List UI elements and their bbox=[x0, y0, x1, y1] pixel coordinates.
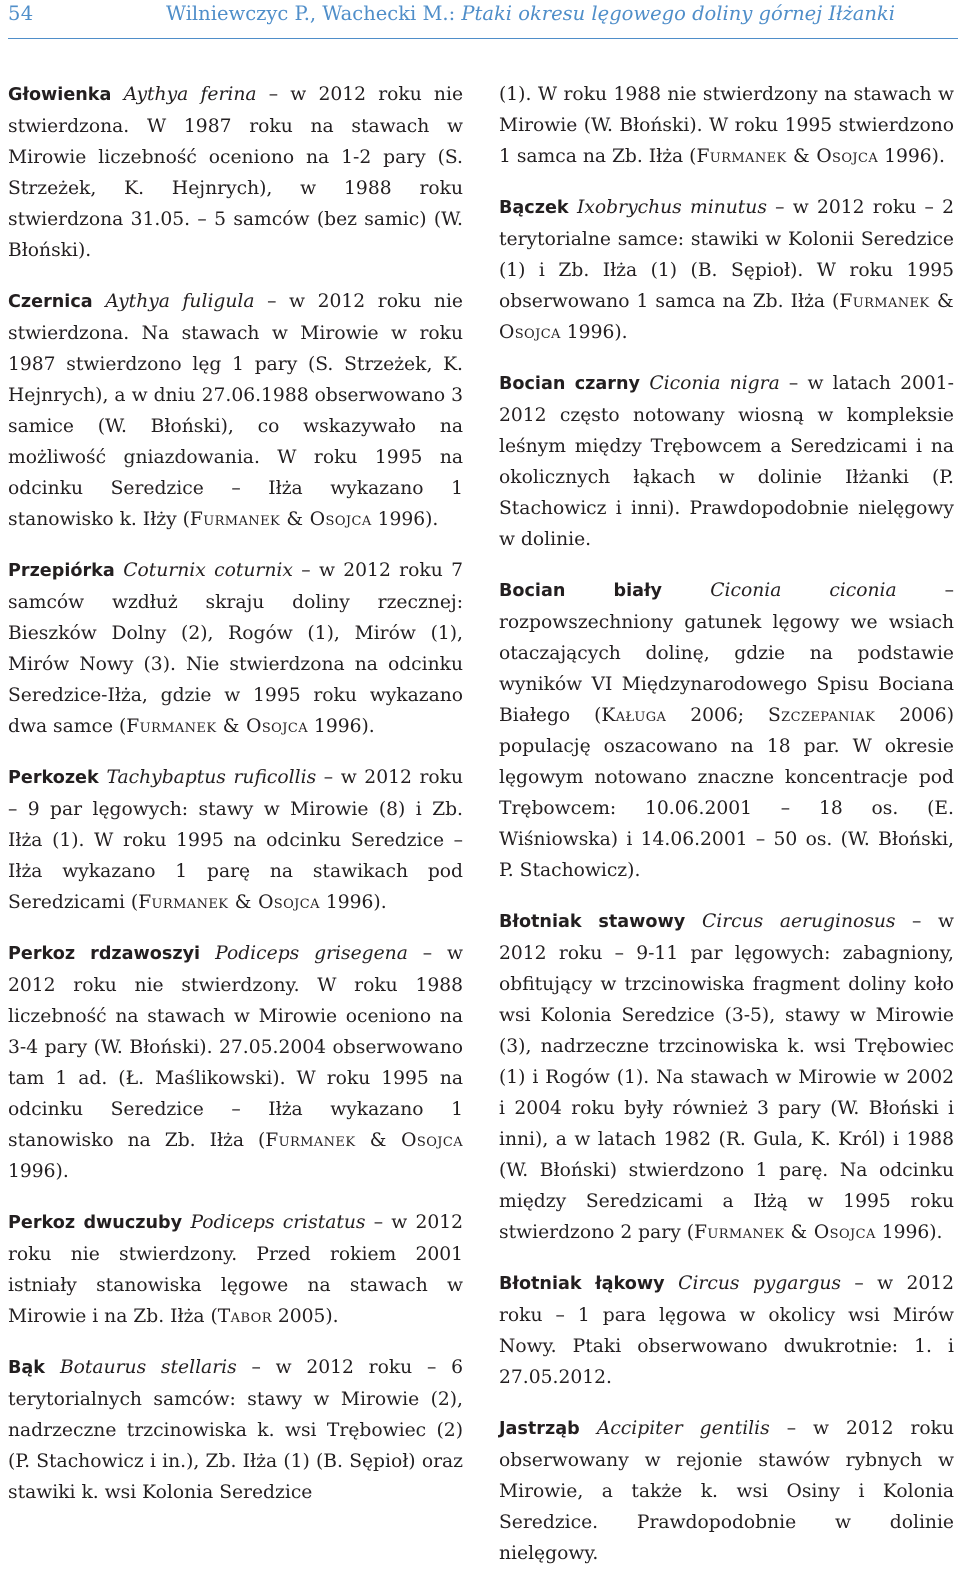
running-title-authors: Wilniewczyc P., Wachecki M.: bbox=[166, 2, 462, 25]
species-latin-name: Coturnix coturnix bbox=[123, 560, 293, 581]
entry-text: – w 2012 roku – 1 para lęgowa w okolicy wsi Mirów Nowy. Ptaki obserwowano dwukrotnie: 1. i 27.05.2012. bbox=[499, 1273, 954, 1388]
page-number: 54 bbox=[8, 2, 34, 25]
citation-author: Furmanek & Osojca bbox=[696, 146, 879, 167]
species-entry bbox=[499, 79, 954, 172]
species-latin-name: Podiceps grisegena bbox=[215, 943, 408, 964]
species-latin-name: Tachybaptus ruficollis bbox=[106, 767, 317, 788]
species-latin-name: Botaurus stellaris bbox=[59, 1357, 237, 1378]
species-latin-name: Circus pygargus bbox=[678, 1273, 841, 1294]
species-name: Przepiórka bbox=[8, 561, 124, 581]
species-name: Błotniak łąkowy bbox=[499, 1274, 679, 1294]
species-name: Czernica bbox=[8, 292, 106, 312]
citation-author: Furmanek & Osojca bbox=[499, 291, 955, 343]
species-name: Bączek bbox=[499, 198, 578, 218]
species-entry bbox=[8, 1352, 463, 1508]
entry-text: 1996). bbox=[560, 322, 628, 343]
entry-text: – w 2012 roku – 6 terytorialnych samców: stawy w Mirowie (2), nadrzeczne trzcinowiska k. wsi Trębowiec (2) (P. Stachowicz i in.), Zb. Iłża (1) (B. Sępioł) oraz stawiki k. wsi Kolonia Seredzice bbox=[8, 1357, 463, 1503]
citation-author: Szczepaniak bbox=[767, 705, 876, 726]
species-name: Perkoz dwuczuby bbox=[8, 1213, 191, 1233]
running-header bbox=[8, 0, 958, 30]
entry-text: 2006) populację oszacowano na 18 par. W okresie lęgowym notowano znaczne koncentracje pod Trębowcem: 10.06.2001 – 18 os. (E. Wiśniowska) i 14.06.2001 – 50 os. (W. Błoński, P. Stachowicz). bbox=[499, 705, 954, 881]
entry-text: 2006; bbox=[666, 705, 768, 726]
species-entry bbox=[499, 192, 954, 348]
species-entry bbox=[8, 938, 463, 1187]
header-rule bbox=[8, 38, 958, 39]
entry-text: – w 2012 roku – 2 terytorialne samce: stawiki w Kolonii Seredzice (1) i Zb. Iłża (1) (B. Sępioł). W roku 1995 obserwowano 1 samca na Zb. Iłża ( bbox=[499, 197, 954, 312]
species-name: Głowienka bbox=[8, 85, 124, 105]
species-entry bbox=[499, 906, 954, 1248]
citation-author: Furmanek & Osojca bbox=[265, 1130, 463, 1151]
entry-text: – w 2012 roku – 9 par lęgowych: stawy w Mirowie (8) i Zb. Iłża (1). W roku 1995 na odcinku Seredzice – Iłża wykazano 1 parę na stawikach pod Seredzicami ( bbox=[8, 767, 463, 913]
entry-text: – w 2012 roku 7 samców wzdłuż skraju doliny rzecznej: Bieszków Dolny (2), Rogów (1), Mirów (1), Mirów Nowy (3). Nie stwierdzona na odcinku Seredzice-Iłża, gdzie w 1995 roku wykazano dwa samce ( bbox=[8, 560, 463, 737]
entry-text: – w 2012 roku nie stwierdzona. W 1987 roku na stawach w Mirowie liczebność oceniono na 1-2 pary (S. Strzeżek, K. Hejnrych), w 1988 roku stwierdzona 31.05. – 5 samców (bez samic) (W. Błoński). bbox=[8, 84, 463, 261]
running-title-text: Ptaki okresu lęgowego doliny górnej Iłżanki bbox=[461, 2, 895, 25]
entry-text: 2005). bbox=[271, 1306, 339, 1327]
species-entry bbox=[8, 762, 463, 918]
citation-author: Kaługa bbox=[601, 705, 667, 726]
citation-author: Furmanek & Osojca bbox=[189, 509, 372, 530]
entry-text: 1996). bbox=[8, 1161, 69, 1182]
right-column bbox=[499, 79, 954, 1589]
running-title bbox=[166, 2, 895, 25]
entry-text: 1996). bbox=[319, 892, 387, 913]
species-entry bbox=[499, 1268, 954, 1393]
species-name: Bąk bbox=[8, 1358, 60, 1378]
left-column bbox=[8, 79, 463, 1528]
entry-text: 1996). bbox=[371, 509, 439, 530]
entry-text: – w 2012 roku nie stwierdzony. Przed rokiem 2001 istniały stanowiska lęgowe na stawach w Mirowie i na Zb. Iłża ( bbox=[8, 1212, 464, 1327]
citation-author: Furmanek & Osojca bbox=[694, 1222, 876, 1243]
entry-text: (1). W roku 1988 nie stwierdzony na stawach w Mirowie (W. Błoński). W roku 1995 stwierdzono 1 samca na Zb. Iłża ( bbox=[499, 84, 954, 167]
species-latin-name: Podiceps cristatus bbox=[190, 1212, 366, 1233]
entry-text: 1996). bbox=[875, 1222, 943, 1243]
species-entry bbox=[499, 368, 954, 555]
species-name: Bocian biały bbox=[499, 581, 711, 601]
species-entry bbox=[499, 1413, 954, 1569]
species-name: Perkozek bbox=[8, 768, 107, 788]
species-name: Jastrząb bbox=[499, 1419, 597, 1439]
entry-text: – w latach 2001-2012 często notowany wiosną w kompleksie leśnym między Trębowcem a Seredzicami i na okolicznych łąkach w dolinie Iłżanki (P. Stachowicz i inni). Prawdopodobnie nielęgowy w dolinie. bbox=[499, 373, 954, 550]
entry-text: – w 2012 roku nie stwierdzona. Na stawach w Mirowie w roku 1987 stwierdzono lęg 1 pary (S. Strzeżek, K. Hejnrych), a w dniu 27.06.1988 obserwowano 3 samice (W. Błoński), co wskazywało na możliwość gniazdowania. W roku 1995 na odcinku Seredzice – Iłża wykazano 1 stanowisko k. Iłży ( bbox=[8, 291, 463, 530]
species-entry bbox=[8, 555, 463, 742]
species-entry bbox=[499, 575, 954, 886]
entry-text: 1996). bbox=[307, 716, 375, 737]
entry-text: – rozpowszechniony gatunek lęgowy we wsiach otaczających dolinę, gdzie na podstawie wyników VI Międzynarodowego Spisu Bociana Białego ( bbox=[499, 580, 954, 726]
species-entry bbox=[8, 79, 463, 266]
species-latin-name: Ciconia ciconia bbox=[710, 580, 897, 601]
species-entry bbox=[8, 1207, 463, 1332]
species-name: Bocian czarny bbox=[499, 374, 650, 394]
species-latin-name: Ixobrychus minutus bbox=[577, 197, 767, 218]
entry-text: – w 2012 roku nie stwierdzony. W roku 1988 liczebność na stawach w Mirowie oceniono na 3-4 pary (W. Błoński). 27.05.2004 obserwowano tam 1 ad. (Ł. Maślikowski). W roku 1995 na odcinku Seredzice – Iłża wykazano 1 stanowisko na Zb. Iłża ( bbox=[8, 943, 463, 1151]
entry-text: 1996). bbox=[878, 146, 945, 167]
species-entry bbox=[8, 286, 463, 535]
species-name: Błotniak stawowy bbox=[499, 912, 702, 932]
citation-author: Tabor bbox=[217, 1306, 272, 1327]
entry-text: – w 2012 roku – 9-11 par lęgowych: zabagniony, obfitujący w trzcinowiska fragment doliny koło wsi Kolonia Seredzice (3-5), stawy w Mirowie (3), nadrzeczne trzcinowiska k. wsi Trębowiec (1) i Rogów (1). Na stawach w Mirowie w 2002 i 2004 roku były również 3 pary (W. Błoński i inni), a w latach 1982 (R. Gula, K. Król) i 1988 (W. Błoński) stwierdzono 1 parę. Na odcinku między Seredzicami a Iłżą w 1995 roku stwierdzono 2 pary ( bbox=[499, 911, 954, 1243]
species-latin-name: Circus aeruginosus bbox=[701, 911, 896, 932]
species-latin-name: Ciconia nigra bbox=[649, 373, 780, 394]
species-name: Perkoz rdzawoszyi bbox=[8, 944, 216, 964]
species-latin-name: Aythya fuligula bbox=[105, 291, 255, 312]
species-latin-name: Accipiter gentilis bbox=[596, 1418, 770, 1439]
citation-author: Furmanek & Osojca bbox=[138, 892, 320, 913]
species-latin-name: Aythya ferina bbox=[123, 84, 257, 105]
entry-text: – w 2012 roku obserwowany w rejonie stawów rybnych w Mirowie, a także k. wsi Osiny i Kolonia Seredzice. Prawdopodobnie w dolinie nielęgowy. bbox=[499, 1418, 955, 1564]
citation-author: Furmanek & Osojca bbox=[126, 716, 308, 737]
